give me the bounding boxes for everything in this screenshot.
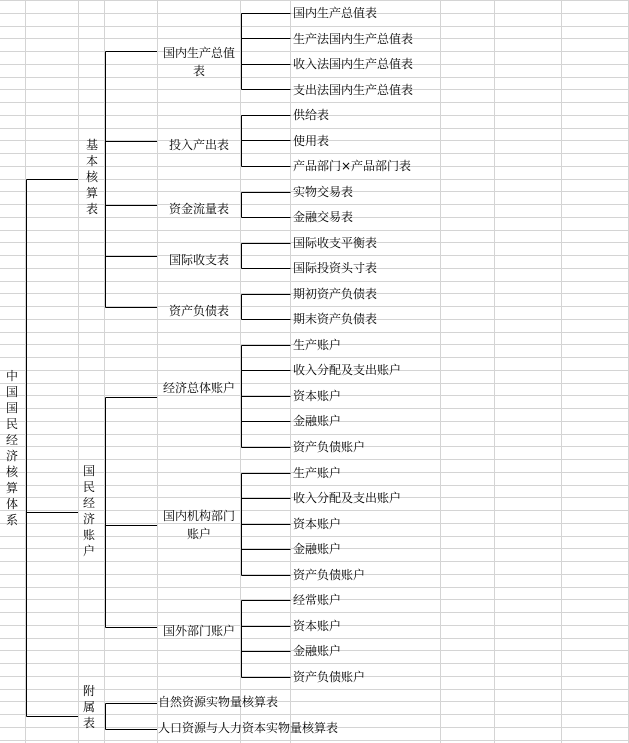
leaf-item: 人口资源与人力资本实物量核算表	[158, 721, 339, 735]
leaf-item: 金融账户	[293, 542, 342, 556]
leaf-item: 产品部门×产品部门表	[293, 159, 412, 173]
leaf-item: 国际投资头寸表	[293, 261, 378, 275]
table-balance-sheet: 资产负债表	[168, 304, 229, 318]
leaf-item: 收入分配及支出账户	[293, 363, 402, 377]
leaf-item: 收入法国内生产总值表	[293, 57, 414, 71]
table-balance-of-payments: 国际收支表	[168, 253, 229, 267]
table-gdp: 国内生产总值表	[162, 46, 235, 78]
group-basic-tables: 基本核算表	[85, 138, 98, 216]
leaf-item: 资产负债账户	[293, 440, 366, 454]
table-input-output: 投入产出表	[168, 138, 229, 152]
root-label: 中国国民经济核算体系	[5, 369, 18, 527]
leaf-item: 生产账户	[293, 338, 342, 352]
table-rest-of-world-accounts: 国外部门账户	[162, 624, 235, 638]
leaf-item: 期初资产负债表	[293, 287, 378, 301]
leaf-item: 资本账户	[293, 389, 342, 403]
leaf-item: 生产账户	[293, 466, 342, 480]
table-total-economy-accounts: 经济总体账户	[162, 381, 235, 395]
group-national-accounts: 国民经济账户	[82, 464, 95, 558]
table-flow-of-funds: 资金流量表	[168, 202, 229, 216]
leaf-item: 经常账户	[293, 593, 342, 607]
group-appendix-tables: 附属表	[82, 684, 95, 730]
leaf-item: 金融账户	[293, 414, 342, 428]
leaf-item: 生产法国内生产总值表	[293, 32, 414, 46]
leaf-item: 金融交易表	[293, 210, 354, 224]
leaf-item: 期末资产负债表	[293, 312, 378, 326]
leaf-item: 使用表	[293, 134, 330, 148]
leaf-item: 实物交易表	[293, 185, 354, 199]
leaf-item: 国际收支平衡表	[293, 236, 378, 250]
leaf-item: 资本账户	[293, 619, 342, 633]
leaf-item: 资本账户	[293, 517, 342, 531]
leaf-item: 金融账户	[293, 644, 342, 658]
leaf-item: 供给表	[293, 108, 330, 122]
leaf-item: 国内生产总值表	[293, 6, 378, 20]
leaf-item: 资产负债账户	[293, 568, 366, 582]
leaf-item: 收入分配及支出账户	[293, 491, 402, 505]
table-domestic-sector-accounts: 国内机构部门账户	[162, 509, 235, 541]
leaf-item: 自然资源实物量核算表	[158, 695, 279, 709]
leaf-item: 资产负债账户	[293, 670, 366, 684]
leaf-item: 支出法国内生产总值表	[293, 83, 414, 97]
